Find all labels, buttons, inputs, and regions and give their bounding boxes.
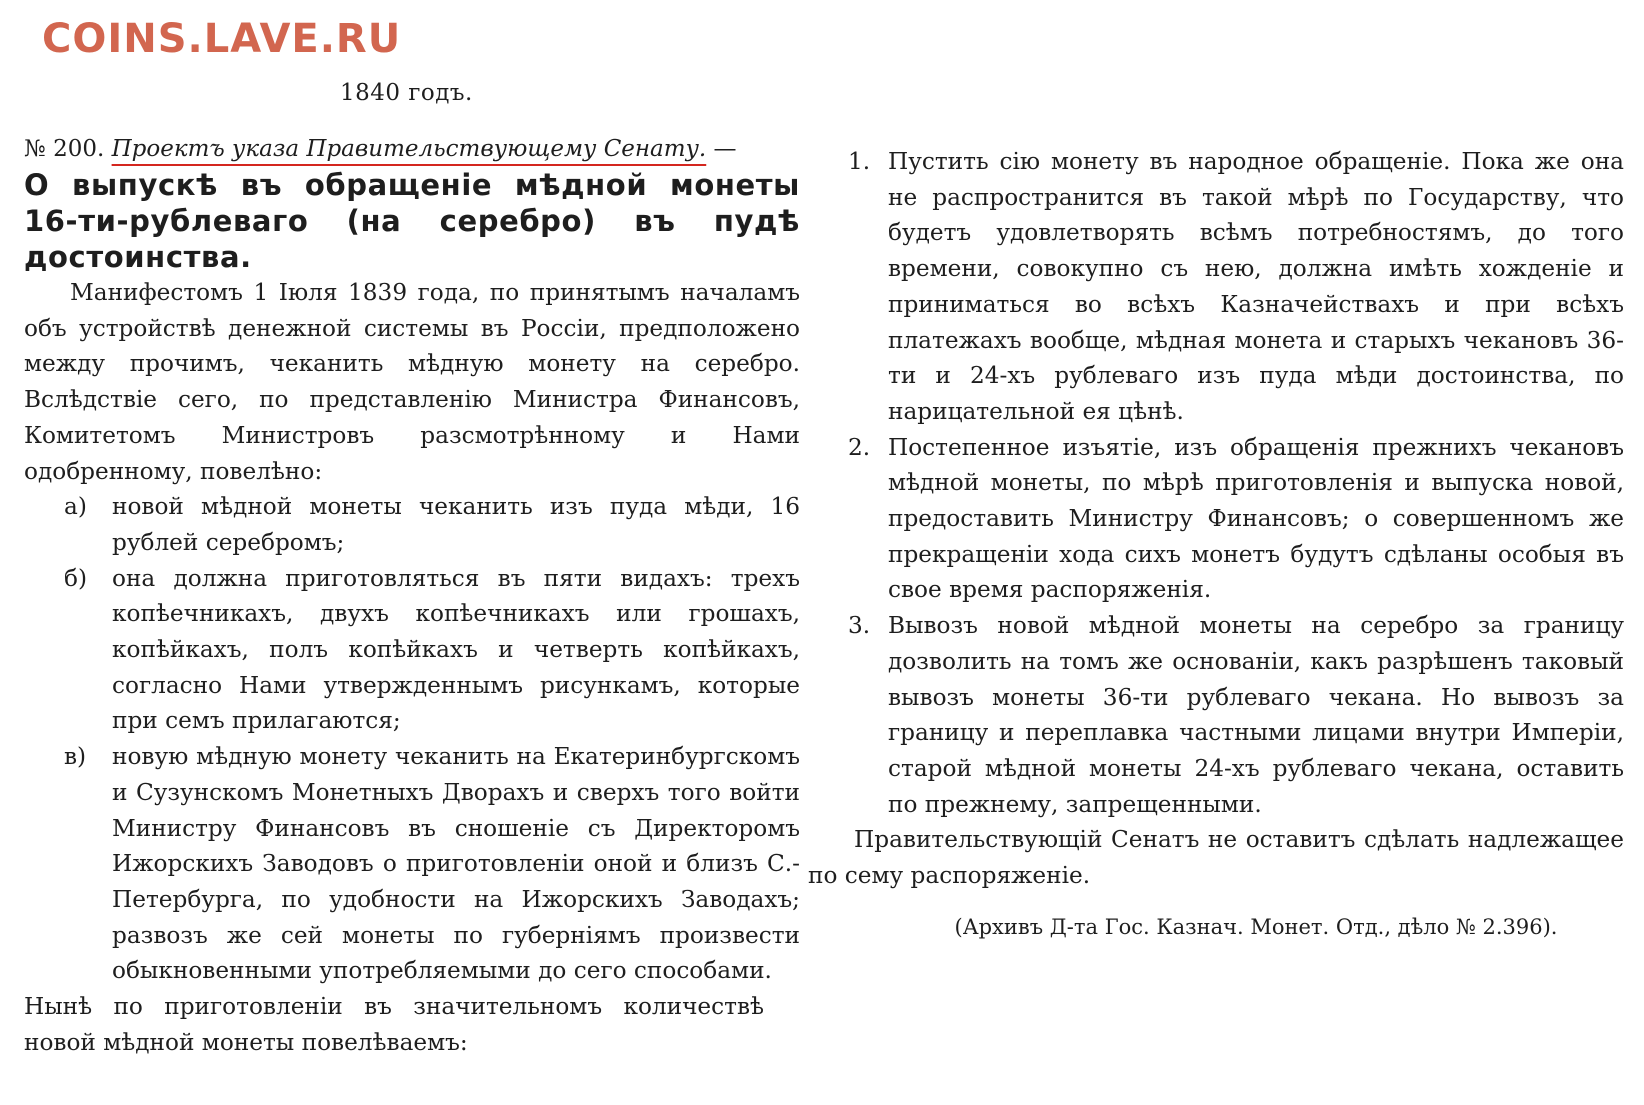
- decree-project-title: Проектъ указа Правительствующему Сенату.: [111, 136, 707, 162]
- decree-reference: [24, 132, 800, 167]
- sub-item-a: [24, 489, 800, 560]
- site-watermark: COINS.LAVE.RU: [42, 16, 402, 62]
- sub-item-text: новой мѣдной монеты чеканить изъ пуда мѣди, 16 рублей серебромъ;: [112, 493, 800, 556]
- order-text: Вывозъ новой мѣдной монеты на серебро за границу дозволить на томъ же основаніи, какъ разрѣшенъ таковый вывозъ монеты 36-ти рублеваго чекана. Но вывозъ за границу и переплавка частными лицами внутри Имперіи, старой мѣдной монеты 24-хъ рублеваго чекана, оставить по прежнему, запрещенными.: [888, 612, 1624, 818]
- intro-paragraph: Манифестомъ 1 Іюля 1839 года, по принятымъ началамъ объ устройствѣ денежной системы въ Россіи, предположено между прочимъ, чеканить мѣдную монету на серебро. Вслѣдствіе сего, по представленію Министра Финансовъ, Комитетомъ Министровъ разсмотрѣнному и Нами одобренному, повелѣно:: [24, 279, 800, 485]
- now-paragraph: Нынѣ по приготовленіи въ значительномъ количествѣ новой мѣдной монеты повелѣваемъ:: [24, 993, 764, 1056]
- right-column: [808, 144, 1624, 945]
- order-item-3: [848, 608, 1624, 822]
- decree-headline: О выпускѣ въ обращеніе мѣдной монеты 16-ти-рублеваго (на серебро) въ пудѣ достоинства.: [24, 168, 800, 274]
- sub-item-marker: в): [64, 743, 87, 771]
- left-column: [24, 132, 800, 1060]
- order-item-2: [848, 430, 1624, 609]
- order-marker: 1.: [848, 148, 871, 175]
- order-text: Постепенное изъятіе, изъ обращенія прежнихъ чекановъ мѣдной монеты, по мѣрѣ приготовленія и выпуска новой, предоставить Министру Финансовъ; о совершенномъ же прекращеніи хода сихъ монетъ будутъ сдѣланы особыя въ свое время распоряженія.: [888, 433, 1624, 604]
- senate-paragraph: Правительствующій Сенатъ не оставитъ сдѣлать надлежащее по сему распоряженіе.: [808, 826, 1624, 890]
- sub-item-text: новую мѣдную монету чеканить на Екатеринбургскомъ и Сузунскомъ Монетныхъ Дворахъ и сверхъ того войти Министру Финансовъ въ сношеніе съ Директоромъ Ижорскихъ Заводовъ о приготовленіи оной и близъ С.-Петербурга, по удобности на Ижорскихъ Заводахъ; развозъ же сей монеты по губерніямъ произвести обыкновенными употребляемыми до сего способами.: [112, 743, 800, 985]
- decree-dash: —: [706, 136, 737, 162]
- sub-item-text: она должна приготовляться въ пяти видахъ: трехъ копѣечникахъ, двухъ копѣечникахъ или грошахъ, копѣйкахъ, полъ копѣйкахъ и четверть копѣйкахъ, согласно Нами утвержденнымъ рисункамъ, которые при семъ прилагаются;: [112, 564, 800, 735]
- year-heading: 1840 годъ.: [340, 80, 473, 106]
- decree-number: № 200.: [24, 136, 105, 162]
- sub-item-marker: а): [64, 493, 87, 521]
- order-marker: 2.: [848, 433, 871, 461]
- order-marker: 3.: [848, 612, 871, 640]
- archive-reference: (Архивъ Д-та Гос. Казнач. Монет. Отд., дѣло № 2.396).: [954, 914, 1558, 939]
- sub-item-marker: б): [64, 564, 88, 592]
- sub-item-b: [24, 561, 800, 740]
- order-text: Пустить сію монету въ народное обращеніе. Пока же она не распространится въ такой мѣрѣ по Государству, что будетъ удовлетворять всѣмъ потребностямъ, до того времени, совокупно съ нею, должна имѣть хожденіе и приниматься во всѣхъ Казначействахъ и при всѣхъ платежахъ вообще, мѣдная монета и старыхъ чекановъ 36-ти и 24-хъ рублеваго изъ пуда мѣди достоинства, по нарицательной ея цѣнѣ.: [888, 148, 1624, 425]
- sub-item-v: [24, 739, 800, 989]
- order-item-1: [848, 144, 1624, 430]
